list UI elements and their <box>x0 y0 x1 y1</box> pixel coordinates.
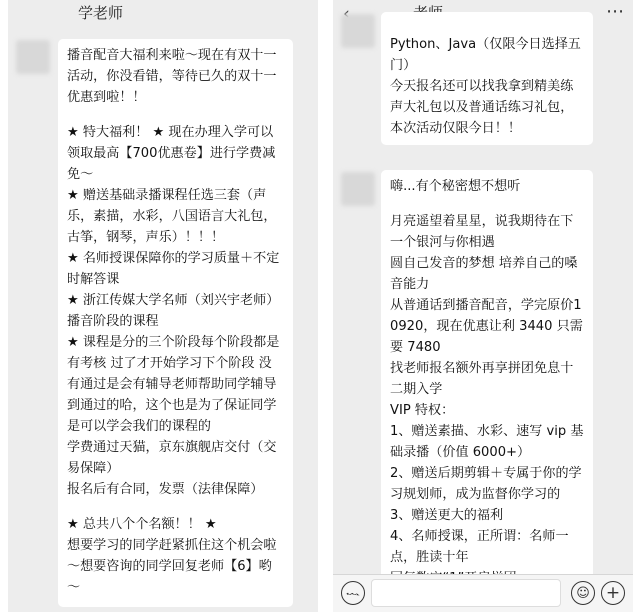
message-line: 找老师报名额外再享拼团免息十二期入学 <box>390 361 574 397</box>
paragraph-gap <box>67 500 284 514</box>
message-line: 2、赠送后期剪辑＋专属于你的学习规划师，成为监督你学习的 <box>390 466 582 502</box>
message-line: 想要学习的同学赶紧抓住这个机会啦～想要咨询的同学回复老师【6】哟～ <box>67 538 277 595</box>
message-line: Python、Java（仅限今日选择五门） <box>390 37 581 73</box>
message-line: 播音配音大福利来啦～现在有双十一活动，你没看错，等待已久的双十一优惠到啦！！ <box>67 48 277 105</box>
message-line: VIP 特权： <box>390 403 455 418</box>
message-line: 4、名师授课，正所谓：名师一点，胜读十年 <box>390 529 569 565</box>
right-chat-screenshot <box>333 0 633 612</box>
message-text <box>390 176 584 589</box>
avatar[interactable] <box>341 172 375 206</box>
message-line: 圆自己发音的梦想 培养自己的嗓音能力 <box>390 256 578 292</box>
message-line: 从普通话到播音配音，学完原价10920，现在优惠让利 3440 只需要 7480 <box>390 298 583 355</box>
plus-icon[interactable]: + <box>601 581 625 605</box>
message-line: 3、赠送更大的福利 <box>390 508 504 523</box>
chat-title: 学老师 <box>78 4 124 22</box>
message-line: 今天报名还可以找我拿到精美练声大礼包以及普通话练习礼包，本次活动仅限今日！！ <box>390 79 574 136</box>
paragraph-gap <box>390 197 584 211</box>
paragraph-gap <box>67 108 284 122</box>
message-line: ★ 课程是分的三个阶段每个阶段都是有考核 过了才开始学习下个阶段 没有通过是会有辅导老师帮助同学辅导到通过的哈，这个也是为了保证同学是可以学会我们的课程的 <box>67 335 280 434</box>
voice-icon[interactable]: 𝁋 <box>341 581 365 605</box>
more-options-icon[interactable]: ⋯ <box>606 1 623 22</box>
message-line: 月亮遥望着星星，说我期待在下一个银河与你相遇 <box>390 214 574 250</box>
message-line: ★ 浙江传媒大学名师（刘兴宇老师）播音阶段的课程 <box>67 293 280 329</box>
message-bubble[interactable] <box>381 12 593 145</box>
message-bubble[interactable] <box>58 39 293 607</box>
message-line: ★ 名师授课保障你的学习质量＋不定时解答课 <box>67 251 280 287</box>
message-input-bar <box>333 574 633 612</box>
message-line: 嗨...有个秘密想不想听 <box>390 179 521 194</box>
message-line: ★ 赠送基础录播课程任选三套（声乐，素描，水彩，八国语言大礼包，古筝，钢琴，声乐）！！！ <box>67 188 277 245</box>
message-line: 报名后有合同，发票（法律保障） <box>67 482 264 497</box>
message-text <box>390 34 584 139</box>
avatar[interactable] <box>341 14 375 48</box>
message-line: 1、赠送素描、水彩、速写 vip 基础录播（价值 6000+） <box>390 424 584 460</box>
chat-header <box>8 0 318 24</box>
message-line: ★ 特大福利！ ★ 现在办理入学可以领取最高【700优惠卷】进行学费减免～ <box>67 125 276 182</box>
message-line: 学费通过天猫，京东旗舰店交付（交易保障） <box>67 440 277 476</box>
message-line: ★ 总共八个个名额！！ ★ <box>67 517 217 532</box>
message-text <box>67 45 284 598</box>
message-input[interactable] <box>371 579 561 607</box>
avatar[interactable] <box>16 40 50 74</box>
message-bubble[interactable] <box>381 170 593 595</box>
emoji-icon[interactable]: ☺ <box>571 581 595 605</box>
left-chat-screenshot <box>8 0 318 612</box>
